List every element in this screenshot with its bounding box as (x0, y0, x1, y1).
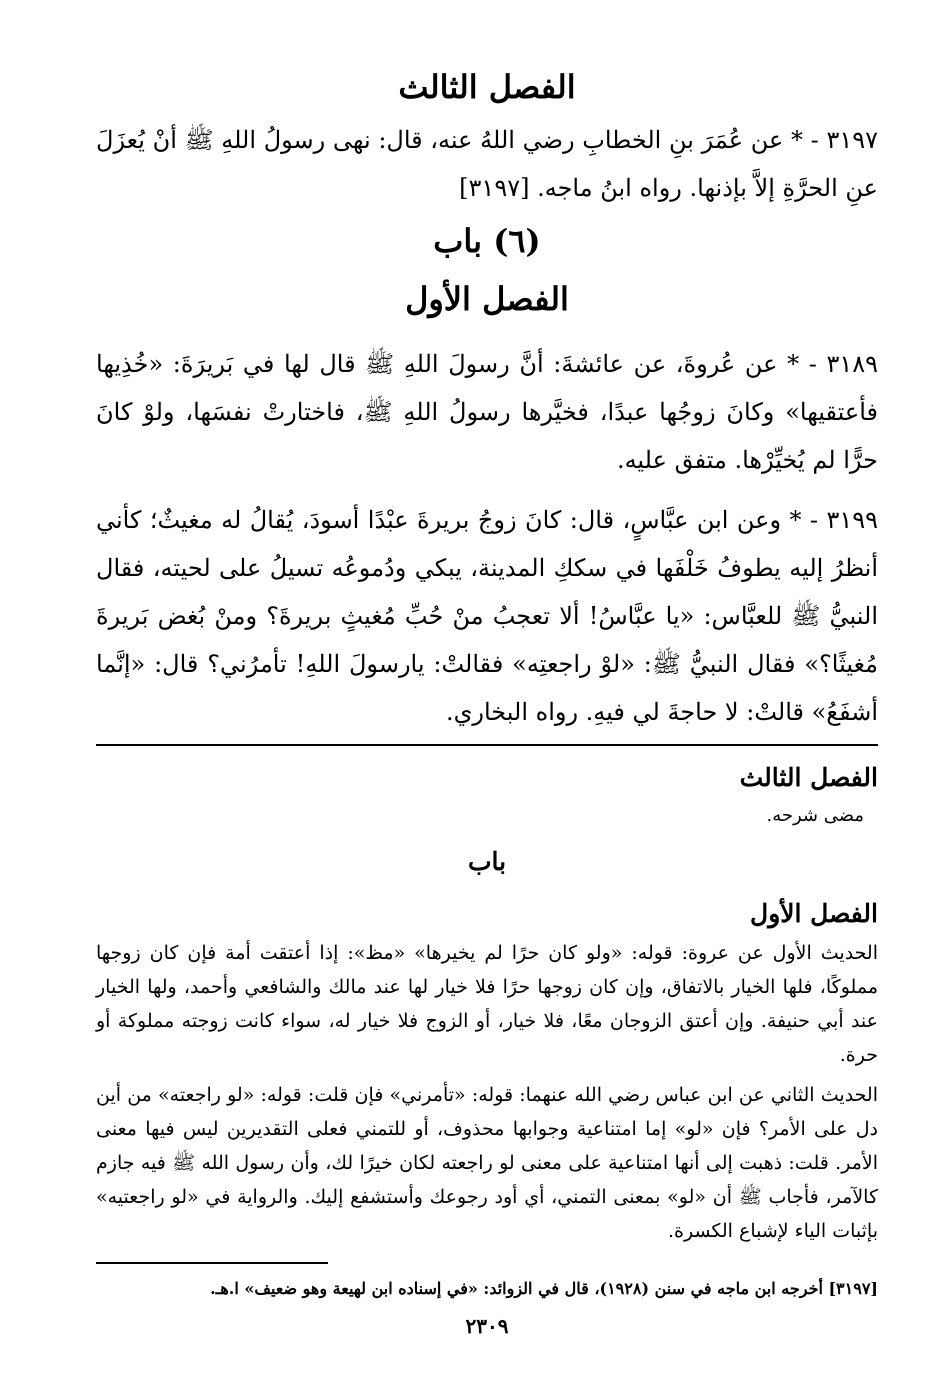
commentary-chapter: باب (467, 847, 507, 876)
upper-heading-1: الفصل الأول (405, 280, 569, 318)
footnote-divider (96, 1262, 328, 1264)
commentary-para-1: الحديث الأول عن عروة: قوله: «ولو كان حرًا لم يخيرها» «مظ»: إذا أعتقت أمة فإن كان زوجها مملوكًا، فلها الخيار بالاتفاق، وإن كان زوجها حرًا فلا خيار لها عند مالك والشافعي وأحمد، ولها الخيار عند أبي حنيفة. وإن أعتق الزوجان معًا، فلا خيار، أو الزوج فلا خيار له، سواء كانت زوجته مملوكة أو حرة. (96, 942, 878, 1066)
chapter-heading: (٦) باب (433, 222, 541, 260)
footnote: [٣١٩٧] أخرجه ابن ماجه في سنن (١٩٢٨)، قال في الزوائد: «في إسناده ابن لهيعة وهو ضعيف» ا.هـ. (210, 1279, 878, 1298)
upper-heading-3: الفصل الثالث (398, 68, 576, 106)
commentary-note-3: مضى شرحه. (766, 805, 864, 826)
commentary-para-2: الحديث الثاني عن ابن عباس رضي الله عنهما: قوله: «تأمرني» فإن قلت: قوله: «لو راجعته» من أين دل على الأمر؟ فإن «لو» إما امتناعية وجوابها محذوف، أو للتمني فعلى التقديرين ليس فيها معنى الأمر. قلت: ذهبت إلى أنها امتناعية على معنى لو راجعته لكان خيرًا لك، وأن رسول الله ﷺ فيه جازم كالآمر، فأجاب ﷺ أن «لو» بمعنى التمني، أي أود رجوعك وأستشفع إليك. والرواية في «لو راجعتيه» بإثبات الياء لإشباع الكسرة. (96, 1084, 878, 1242)
commentary-heading-3: الفصل الثالث (739, 763, 878, 792)
section-divider (96, 744, 878, 746)
hadith-3197: ٣١٩٧ - * عن عُمَرَ بنِ الخطابِ رضي اللهُ عنه، قال: نهى رسولُ اللهِ ﷺ أنْ يُعزَلَ عنِ الحرَّةِ إلاَّ بإذنها. رواه ابنُ ماجه. [٣١٩٧] (96, 126, 878, 202)
hadith-3189: ٣١٨٩ - * عن عُروةَ، عن عائشةَ: أنَّ رسولَ اللهِ ﷺ قال لها في بَريرَةَ: «خُذِيها فأعتقيها» وكانَ زوجُها عبدًا، فخيَّرها رسولُ اللهِ ﷺ، فاختارتْ نفسَها، ولوْ كانَ حرًّا لم يُخيِّرْها. متفق عليه. (96, 350, 879, 474)
page-number: ٢٣٠٩ (465, 1314, 509, 1338)
spacer (96, 328, 878, 340)
spacer (96, 484, 878, 496)
page (96, 58, 878, 1338)
hadith-3199: ٣١٩٩ - * وعن ابن عبَّاسٍ، قال: كانَ زوجُ بريرةَ عبْدًا أسودَ، يُقالُ له مغيثٌ؛ كأني أنظرُ إليه يطوفُ خَلْفَها في سككِ المدينة، يبكي ودُموعُه تسيلُ على لحيته، فقال النبيُّ ﷺ للعبَّاس: «يا عبَّاسُ! ألا تعجبُ منْ حُبِّ مُغيثٍ بريرةَ؟ ومنْ بُغض بَريرةَ مُغيثًا؟» فقال النبيُّ ﷺ: «لوْ راجعتِه» فقالتْ: يارسولَ اللهِ! تأمرُني؟ قال: «إنَّما أشفَعُ» قالتْ: لا حاجةَ لي فيهِ. رواه البخاري. (96, 506, 879, 726)
commentary-heading-1: الفصل الأول (750, 899, 878, 928)
